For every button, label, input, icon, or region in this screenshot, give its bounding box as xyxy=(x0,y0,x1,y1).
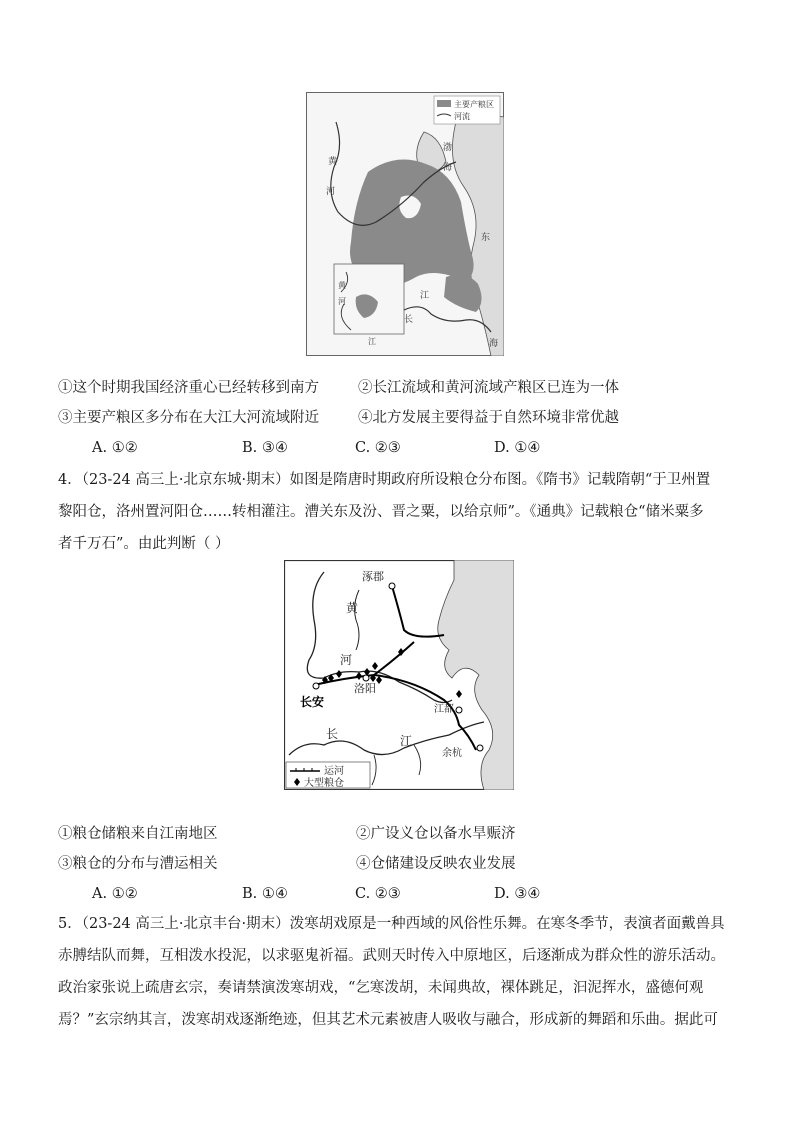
label-bohai-1: 渤 xyxy=(443,143,453,153)
zhuojun-marker xyxy=(389,583,395,589)
label-dong: 东 xyxy=(481,233,491,243)
option-letter: A. xyxy=(92,440,108,456)
legend-canal: 运河 xyxy=(324,766,344,777)
label-jiang-2: 江 xyxy=(368,337,376,346)
q4-stem-line-1: 4．（23-24 高三上·北京东城·期末）如图是隋唐时期政府所设粮仓分布图。《隋书》记载隋朝“于卫州置 xyxy=(58,472,711,488)
label-he-2: 河 xyxy=(338,297,346,306)
option-letter: A. xyxy=(92,886,108,902)
option-letter: B. xyxy=(242,440,258,456)
legend-granary: 大型粮仓 xyxy=(304,778,344,789)
legend-river: 河流 xyxy=(454,112,470,121)
option-letter: B. xyxy=(242,886,258,902)
label-he-1: 河 xyxy=(326,187,336,197)
yuhang-marker xyxy=(477,745,483,751)
q3-option-c[interactable] xyxy=(355,438,401,458)
label-bohai-2: 海 xyxy=(443,163,453,173)
option-text: ③④ xyxy=(514,886,541,902)
jiangdu-marker xyxy=(456,707,462,713)
q4-statement-3: ③粮仓的分布与漕运相关 xyxy=(58,856,218,872)
label-huang-2: 黄 xyxy=(338,281,346,290)
label-changan: 长安 xyxy=(300,695,325,709)
label-chang: 长 xyxy=(326,727,339,741)
q5-stem-line-3: 政治家张说上疏唐玄宗，奏请禁演泼寒胡戏，“乞寒泼胡，未闻典故，裸体跳足，汩泥挥水，盛德何观 xyxy=(58,980,704,996)
label-huang: 黄 xyxy=(346,601,359,615)
q4-statement-2: ②广设义仓以备水旱赈济 xyxy=(356,826,516,842)
label-jiangdu: 江都 xyxy=(434,704,454,715)
label-huang-1: 黄 xyxy=(328,157,338,167)
option-text: ①② xyxy=(111,440,138,456)
q5-stem-line-2: 赤膊结队而舞，互相泼水投泥，以求驱鬼祈福。武则天时传入中原地区，后逐渐成为群众性的游乐活动。 xyxy=(58,948,725,964)
label-yuhang: 余杭 xyxy=(442,748,462,759)
q5-stem-line-1: 5．（23-24 高三上·北京丰台·期末）泼寒胡戏原是一种西域的风俗性乐舞。在寒冬季节，表演者面戴兽具 xyxy=(58,916,725,932)
q3-statement-1: ①这个时期我国经济重心已经转移到南方 xyxy=(58,380,319,396)
legend-grain-area: 主要产粮区 xyxy=(454,100,494,109)
option-letter: C. xyxy=(355,440,371,456)
q3-option-d[interactable] xyxy=(494,438,540,458)
q3-statement-3: ③主要产粮区多分布在大江大河流域附近 xyxy=(58,410,319,426)
q4-option-d[interactable] xyxy=(494,884,540,904)
granary-map xyxy=(284,560,514,790)
option-text: ①④ xyxy=(514,440,541,456)
option-letter: D. xyxy=(494,440,510,456)
q3-statement-4: ④北方发展主要得益于自然环境非常优越 xyxy=(358,410,619,426)
q4-stem-line-2: 黎阳仓，洛州置河阳仓……转相灌注。漕关东及汾、晋之粟，以给京师”。《通典》记载粮仓“储米粟多 xyxy=(58,504,704,520)
option-text: ③④ xyxy=(261,440,288,456)
luoyang-marker xyxy=(363,675,369,681)
label-jiang-1: 江 xyxy=(420,291,430,301)
label-hai: 海 xyxy=(489,339,499,349)
label-he: 河 xyxy=(340,653,353,667)
q4-statement-1: ①粮仓储粮来自江南地区 xyxy=(58,826,218,842)
grain-region-map xyxy=(306,92,504,356)
option-text: ①② xyxy=(111,886,138,902)
q4-stem-line-3: 者千万石”。由此判断（ ） xyxy=(58,536,230,552)
label-luoyang: 洛阳 xyxy=(354,682,376,695)
option-text: ①④ xyxy=(261,886,288,902)
q3-statement-2: ②长江流域和黄河流域产粮区已连为一体 xyxy=(358,380,619,396)
option-text: ②③ xyxy=(374,886,401,902)
option-letter: D. xyxy=(494,886,510,902)
option-letter: C. xyxy=(355,886,371,902)
q4-statement-4: ④仓储建设反映农业发展 xyxy=(356,856,516,872)
q3-option-b[interactable] xyxy=(242,438,288,458)
q3-option-a[interactable] xyxy=(92,438,138,458)
option-text: ②③ xyxy=(374,440,401,456)
label-jiang: 江 xyxy=(400,734,413,748)
q4-option-b[interactable] xyxy=(242,884,288,904)
q5-stem-line-4: 焉？”玄宗纳其言，泼寒胡戏逐渐绝迹，但其艺术元素被唐人吸收与融合，形成新的舞蹈和乐曲。据此可 xyxy=(58,1012,718,1028)
label-chang: 长 xyxy=(404,315,414,325)
changan-marker xyxy=(313,683,319,689)
label-zhuojun: 涿郡 xyxy=(362,570,384,583)
q4-option-c[interactable] xyxy=(355,884,401,904)
q4-option-a[interactable] xyxy=(92,884,138,904)
